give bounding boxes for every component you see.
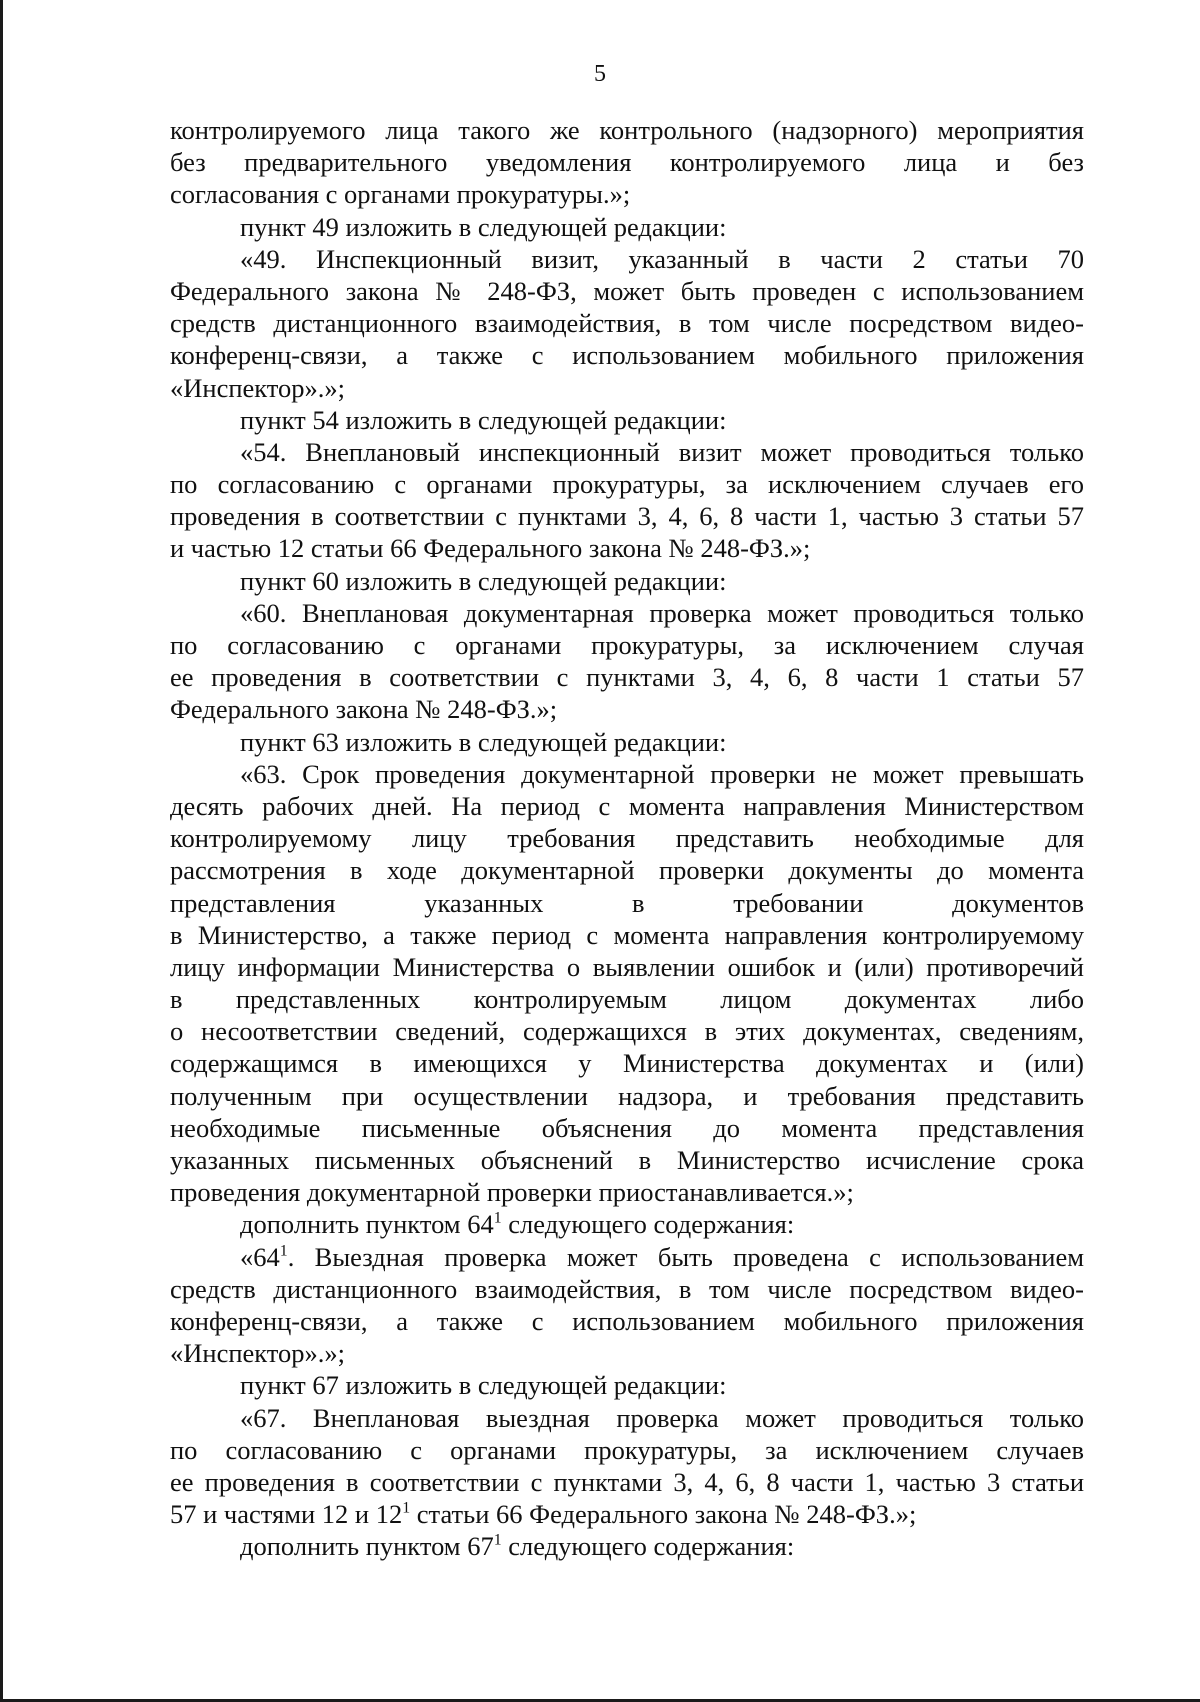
text-line: в Министерство, а также период с момента направления контролируемому (170, 919, 1084, 950)
text-line: пункт 54 изложить в следующей редакции: (240, 404, 727, 435)
text-line: «49. Инспекционный визит, указанный в части 2 статьи 70 (240, 243, 1084, 274)
text-line: пункт 60 изложить в следующей редакции: (240, 565, 727, 596)
document-body (170, 114, 1084, 1562)
text-line: «67. Внеплановая выездная проверка может проводиться только (240, 1402, 1084, 1433)
text-segment: следующего содержания: (501, 1209, 795, 1240)
scan-left-border (0, 0, 3, 1702)
text-line: «Инспектор».»; (170, 372, 346, 403)
text-line: без предварительного уведомления контролируемого лица и без (170, 147, 1084, 178)
page-number: 5 (594, 61, 606, 87)
text-line: «54. Внеплановый инспекционный визит может проводиться только (240, 436, 1084, 467)
text-line: «Инспектор».»; (170, 1338, 346, 1369)
superscript-index: 1 (493, 1531, 502, 1549)
text-line: ее проведения в соответствии с пунктами 3, 4, 6, 8 части 1, частью 3 статьи (170, 1466, 1084, 1497)
text-line: о несоответствии сведений, содержащихся в этих документах, сведениям, (170, 1016, 1084, 1047)
text-line: проведения в соответствии с пунктами 3, 4, 6, 8 части 1, частью 3 статьи 57 (170, 501, 1084, 532)
text-line: в представленных контролируемым лицом документах либо (170, 984, 1084, 1015)
text-line: по согласованию с органами прокуратуры, за исключением случая (170, 630, 1084, 660)
text-line: конференц-связи, а также с использованием мобильного приложения (170, 1305, 1084, 1336)
text-line: пункт 67 изложить в следующей редакции: (240, 1370, 727, 1401)
text-segment: дополнить пунктом 64 (240, 1209, 494, 1240)
text-line: десять рабочих дней. На период с момента направления Министерством (170, 790, 1084, 821)
text-line: проведения документарной проверки приостанавливается.»; (170, 1177, 854, 1208)
text-line: и частью 12 статьи 66 Федерального закона № 248-ФЗ.»; (170, 533, 811, 564)
text-line: пункт 63 изложить в следующей редакции: (240, 726, 727, 757)
text-line: необходимые письменные объяснения до момента представления (170, 1112, 1084, 1143)
text-line: контролируемого лица такого же контрольного (надзорного) мероприятия (170, 115, 1084, 145)
text-line: согласования с органами прокуратуры.»; (170, 179, 631, 210)
text-line: Федерального закона № 248-ФЗ, может быть проведен с использованием (170, 275, 1084, 306)
text-line (170, 1530, 1084, 1562)
text-line: полученным при осуществлении надзора, и требования представить (170, 1080, 1084, 1111)
text-segment: дополнить пунктом 67 (240, 1531, 494, 1562)
text-line (170, 1208, 1084, 1240)
text-line: рассмотрения в ходе документарной проверки документы до момента (170, 855, 1084, 886)
text-line: указанных письменных объяснений в Министерство исчисление срока (170, 1145, 1084, 1175)
text-segment: . Выездная проверка может быть проведена с использованием (287, 1241, 1084, 1272)
superscript-index: 1 (493, 1210, 502, 1228)
superscript-index: 1 (279, 1242, 288, 1260)
text-line: содержащимся в имеющихся у Министерства документах и (или) (170, 1048, 1084, 1079)
text-line (170, 1241, 1084, 1273)
text-line: «63. Срок проведения документарной проверки не может превышать (240, 758, 1084, 789)
text-line: конференц-связи, а также с использованием мобильного приложения (170, 340, 1084, 371)
text-line: по согласованию с органами прокуратуры, за исключением случаев его (170, 469, 1084, 500)
text-segment: 57 и частями 12 и 12 (170, 1499, 403, 1530)
text-line: Федерального закона № 248-ФЗ.»; (170, 694, 558, 725)
text-line: средств дистанционного взаимодействия, в том числе посредством видео- (170, 308, 1084, 339)
text-line: ее проведения в соответствии с пунктами 3, 4, 6, 8 части 1 статьи 57 (170, 662, 1084, 693)
text-line (170, 1498, 1084, 1530)
text-segment: «64 (240, 1241, 280, 1272)
text-line: по согласованию с органами прокуратуры, за исключением случаев (170, 1434, 1084, 1465)
text-line: представления указанных в требовании документов (170, 887, 1084, 918)
text-line: лицу информации Министерства о выявлении ошибок и (или) противоречий (170, 951, 1084, 982)
text-line: средств дистанционного взаимодействия, в том числе посредством видео- (170, 1273, 1084, 1304)
text-segment: статьи 66 Федерального закона № 248-ФЗ.»; (410, 1499, 917, 1530)
text-line: пункт 49 изложить в следующей редакции: (240, 211, 727, 242)
text-segment: следующего содержания: (501, 1531, 795, 1562)
superscript-index: 1 (402, 1499, 411, 1517)
text-line: контролируемому лицу требования представить необходимые для (170, 823, 1084, 854)
text-line: «60. Внеплановая документарная проверка может проводиться только (240, 597, 1084, 628)
